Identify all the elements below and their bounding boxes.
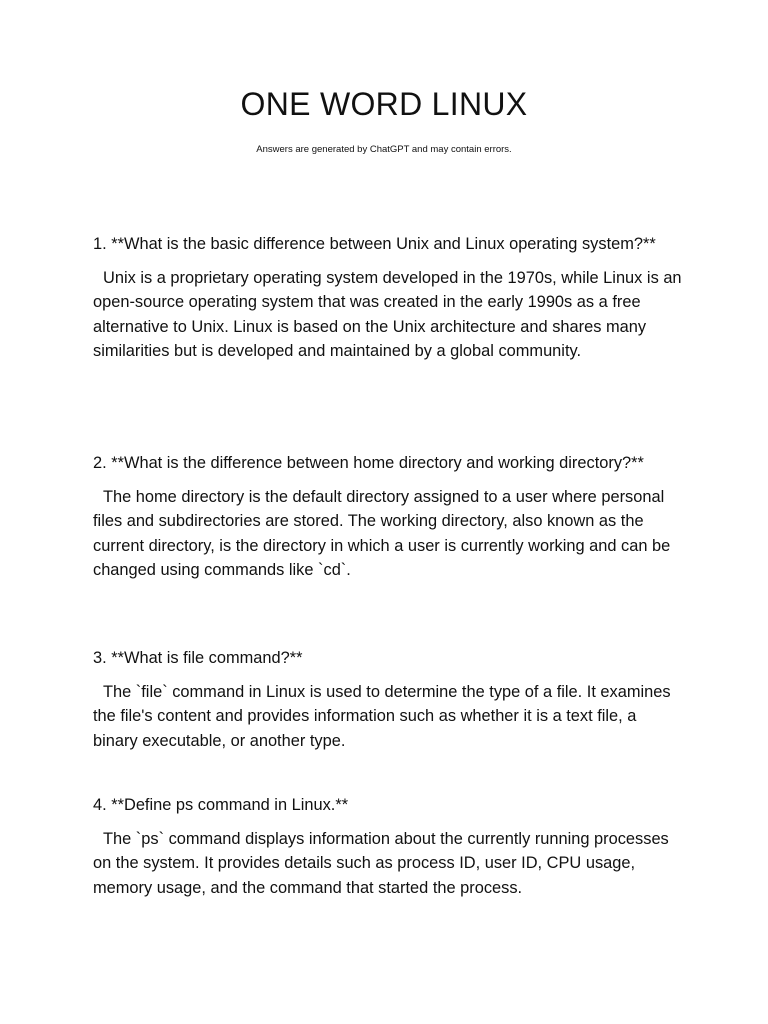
page-title: ONE WORD LINUX	[240, 86, 528, 122]
qa-item	[93, 793, 683, 900]
answer-text: The `ps` command displays information about the currently running processes on the system. It provides details such as process ID, user ID, CPU usage, memory usage, and the command that started the process.	[93, 830, 669, 897]
answer-text: Unix is a proprietary operating system developed in the 1970s, while Linux is an open-source operating system that was created in the early 1990s as a free alternative to Unix. Linux is based on the Unix architecture and shares many similarities but is developed and maintained by a global community.	[93, 269, 682, 360]
qa-item	[93, 451, 683, 582]
answer-text: The `file` command in Linux is used to determine the type of a file. It examines the file's content and provides information such as whether it is a text file, a binary executable, or another type.	[93, 683, 671, 750]
question-text: 2. **What is the difference between home directory and working directory?**	[93, 454, 644, 472]
qa-item	[93, 646, 683, 753]
question-text: 4. **Define ps command in Linux.**	[93, 796, 349, 814]
question-text: 1. **What is the basic difference between Unix and Linux operating system?**	[93, 235, 656, 253]
qa-item	[93, 232, 683, 363]
answer-text: The home directory is the default directory assigned to a user where personal files and subdirectories are stored. The working directory, also known as the current directory, is the directory in which a user is currently working and can be changed using commands like `cd`.	[93, 488, 671, 579]
page-subtitle: Answers are generated by ChatGPT and may contain errors.	[256, 144, 512, 155]
question-text: 3. **What is file command?**	[93, 649, 303, 667]
